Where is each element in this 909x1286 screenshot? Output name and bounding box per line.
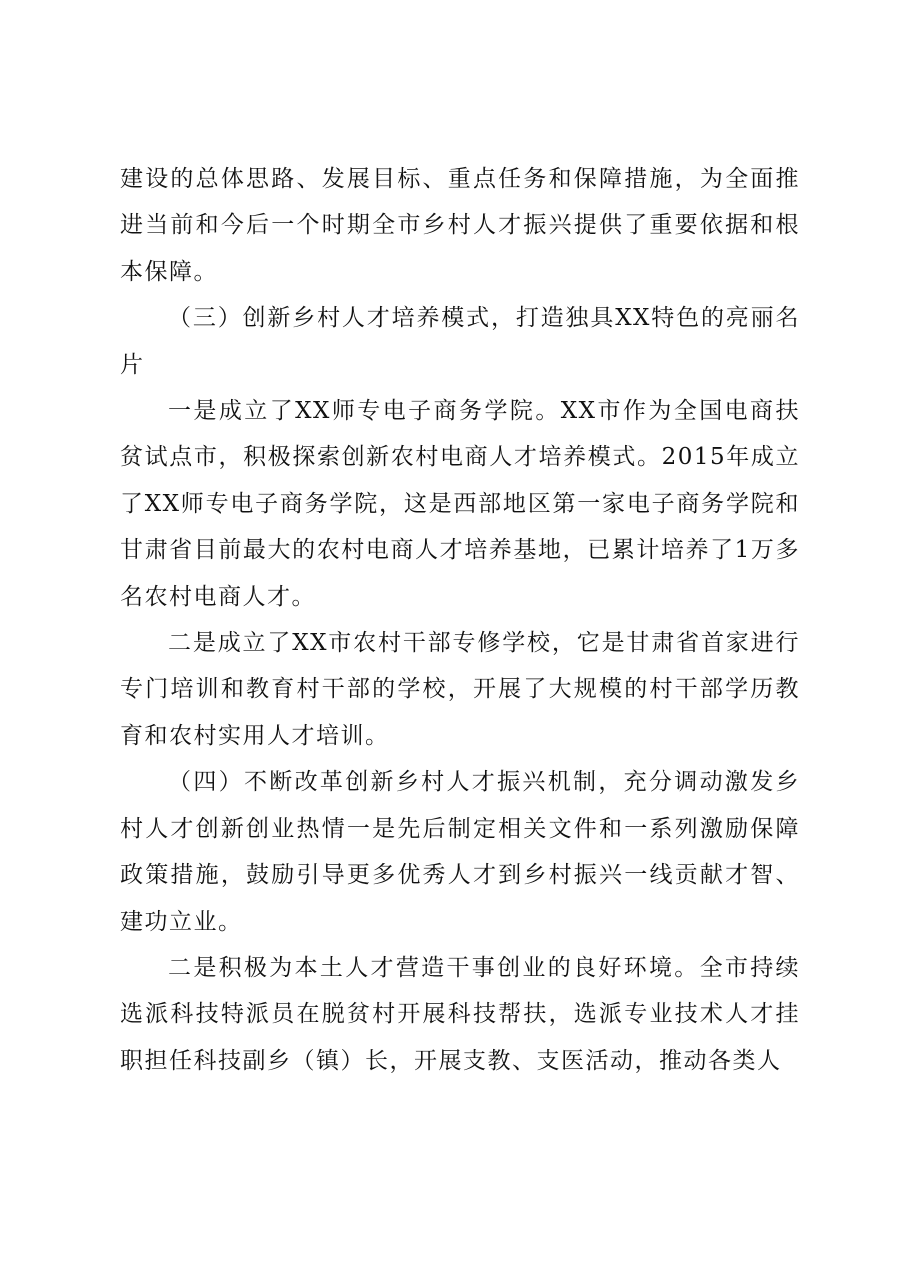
paragraph-6: 二是积极为本土人才营造干事创业的良好环境。全市持续选派科技特派员在脱贫村开展科技帮扶，选派专业技术人才挂职担任科技副乡（镇）长，开展支教、支医活动，推动各类人 <box>120 954 800 1074</box>
paragraph-4: 二是成立了XX市农村干部专修学校，它是甘肃省首家进行专门培训和教育村干部的学校，开展了大规模的村干部学历教育和农村实用人才培训。 <box>120 630 800 749</box>
paragraph-1: 建设的总体思路、发展目标、重点任务和保障措施，为全面推进当前和今后一个时期全市乡村人才振兴提供了重要依据和根本保障。 <box>120 166 800 285</box>
document-body <box>120 156 800 1084</box>
paragraph-2-heading: （三）创新乡村人才培养模式，打造独具XX特色的亮丽名片 <box>120 305 800 378</box>
paragraph-3: 一是成立了XX师专电子商务学院。XX市作为全国电商扶贫试点市，积极探索创新农村电商人才培养模式。2015年成立了XX师专电子商务学院，这是西部地区第一家电子商务学院和甘肃省目前最大的农村电商人才培养基地，已累计培养了1万多名农村电商人才。 <box>120 398 800 610</box>
paragraph-5-heading: （四）不断改革创新乡村人才振兴机制，充分调动激发乡村人才创新创业热情一是先后制定相关文件和一系列激励保障政策措施，鼓励引导更多优秀人才到乡村振兴一线贡献才智、建功立业。 <box>120 769 800 935</box>
